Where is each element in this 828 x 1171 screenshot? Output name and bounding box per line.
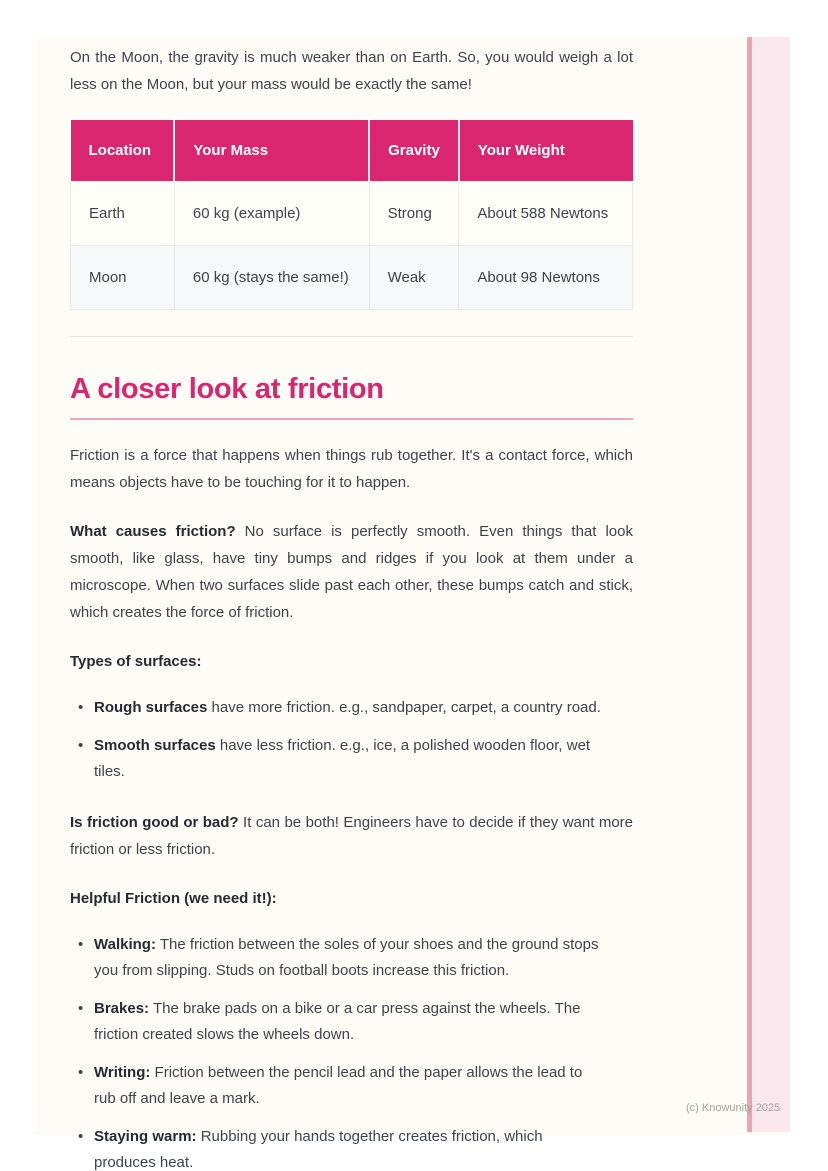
causes-lead-text: What causes friction? [70,523,236,540]
list-item [94,1124,633,1171]
walking-rest: The friction between the soles of your shoes and the ground stops you from slipping. Studs on football boots increase this friction. [94,936,599,979]
table-row [71,246,633,310]
section-divider [70,336,633,337]
smooth-surfaces-lead: Smooth surfaces [94,737,216,754]
causes-rest-text: No surface is perfectly smooth. Even things that look smooth, like glass, have tiny bumps and ridges if you look at them under a microscope. When two surfaces slide past each other, these bumps catch and stick, which creates the force of friction. [70,523,633,621]
brakes-lead: Brakes: [94,1000,150,1017]
helpful-friction-heading: Helpful Friction (we need it!): [70,890,277,907]
table-header-gravity: Gravity [369,120,459,182]
table-header-your-mass: Your Mass [174,120,369,182]
page-edge-stripe-line [747,37,752,1132]
rough-surfaces-rest: have more friction. e.g., sandpaper, carpet, a country road. [207,699,601,716]
cell-moon-weight: About 98 Newtons [459,246,633,310]
mass-weight-table [70,120,633,310]
causes-paragraph [70,518,633,626]
list-item [94,733,633,785]
good-or-bad-rest: It can be both! Engineers have to decide if they want more friction or less friction. [70,814,633,858]
cell-moon-location: Moon [71,246,175,310]
smooth-surfaces-rest: have less friction. e.g., ice, a polished wooden floor, wet tiles. [94,737,591,780]
rough-surfaces-lead: Rough surfaces [94,699,208,716]
surface-types-list [70,695,633,785]
good-or-bad-lead: Is friction good or bad? [70,814,239,831]
cell-earth-mass: 60 kg (example) [174,182,369,246]
table-header-location: Location [71,120,175,182]
good-or-bad-paragraph [70,809,633,863]
page-edge-stripe-band [752,37,790,1132]
section-title: A closer look at friction [70,373,384,405]
cell-moon-mass: 60 kg (stays the same!) [174,246,369,310]
list-item [94,1060,633,1112]
writing-lead: Writing: [94,1064,151,1081]
staying-warm-rest: Rubbing your hands together creates friction, which produces heat. [94,1128,543,1171]
list-item [94,996,633,1048]
list-item [94,932,633,984]
table-header-your-weight: Your Weight [459,120,633,182]
table-header-row [71,120,633,182]
friction-intro-paragraph: Friction is a force that happens when things rub together. It's a contact force, which means objects have to be touching for it to happen. [70,447,633,491]
types-of-surfaces-heading: Types of surfaces: [70,653,202,670]
list-item [94,695,633,721]
intro-paragraph: On the Moon, the gravity is much weaker than on Earth. So, you would weigh a lot less on the Moon, but your mass would be exactly the same! [70,49,633,93]
cell-earth-gravity: Strong [369,182,459,246]
table-row [71,182,633,246]
cell-moon-gravity: Weak [369,246,459,310]
writing-rest: Friction between the pencil lead and the paper allows the lead to rub off and leave a mark. [94,1064,583,1107]
staying-warm-lead: Staying warm: [94,1128,197,1145]
cell-earth-location: Earth [71,182,175,246]
section-title-underline [70,418,633,420]
brakes-rest: The brake pads on a bike or a car press against the wheels. The friction created slows the wheels down. [94,1000,581,1043]
helpful-friction-list [70,932,633,1171]
walking-lead: Walking: [94,936,156,953]
document-content [70,44,633,1171]
cell-earth-weight: About 588 Newtons [459,182,633,246]
copyright-notice: (c) Knowunity 2025 [686,1102,781,1114]
